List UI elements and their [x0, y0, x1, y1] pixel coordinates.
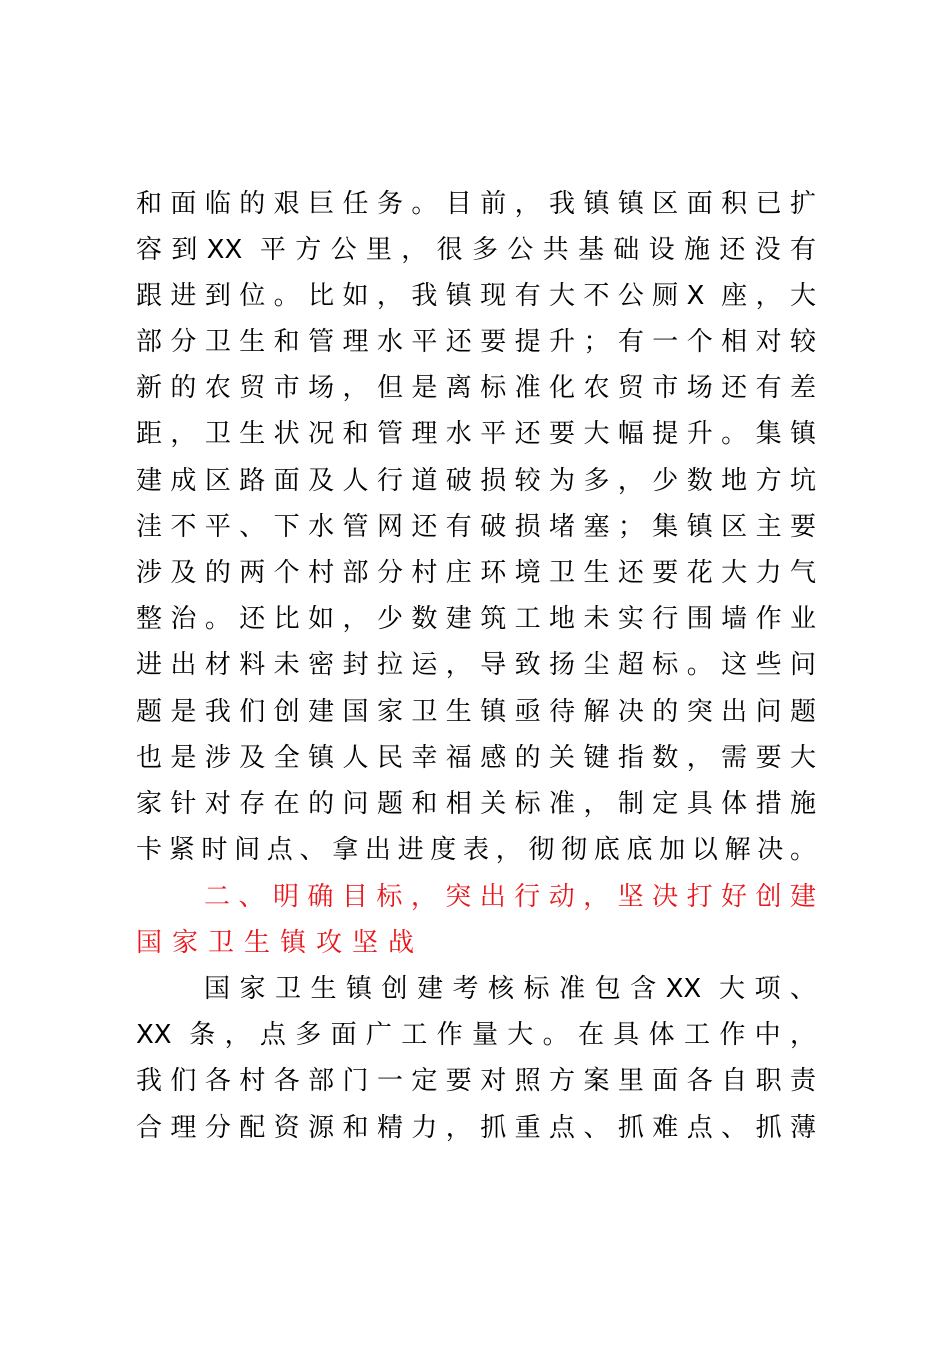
- body-line: 涉及的两个村部分村庄环境卫生还要花大力气: [136, 558, 816, 588]
- body-line: 我们各村各部门一定要对照方案里面各自职责: [136, 1066, 816, 1096]
- body-line: 卡紧时间点、拿出进度表，彻彻底底加以解决。: [136, 835, 816, 865]
- body-line: 容到XX 平方公里，很多公共基础设施还没有: [136, 235, 816, 265]
- body-line: 部分卫生和管理水平还要提升；有一个相对较: [136, 327, 816, 357]
- body-line: 距，卫生状况和管理水平还要大幅提升。集镇: [136, 419, 816, 449]
- body-line: 建成区路面及人行道破损较为多，少数地方坑: [136, 466, 816, 496]
- body-line: 国家卫生镇创建考核标准包含XX 大项、: [204, 974, 816, 1004]
- body-line: 新的农贸市场，但是离标准化农贸市场还有差: [136, 373, 816, 403]
- body-line: 洼不平、下水管网还有破损堵塞；集镇区主要: [136, 512, 816, 542]
- body-line: 也是涉及全镇人民幸福感的关键指数，需要大: [136, 743, 816, 773]
- section-heading-continued: 国家卫生镇攻坚战: [136, 928, 425, 958]
- body-line: XX 条，点多面广工作量大。在具体工作中，: [136, 1020, 816, 1050]
- body-line: 整治。还比如，少数建筑工地未实行围墙作业: [136, 604, 816, 634]
- body-line: 和面临的艰巨任务。目前，我镇镇区面积已扩: [136, 189, 816, 219]
- body-line: 合理分配资源和精力，抓重点、抓难点、抓薄: [136, 1113, 816, 1143]
- body-line: 跟进到位。比如，我镇现有大不公厕X 座，大: [136, 281, 816, 311]
- body-line: 家针对存在的问题和相关标准，制定具体措施: [136, 789, 816, 819]
- body-line: 进出材料未密封拉运，导致扬尘超标。这些问: [136, 650, 816, 680]
- section-heading: 二、明确目标，突出行动，坚决打好创建: [204, 882, 816, 912]
- body-line: 题是我们创建国家卫生镇亟待解决的突出问题: [136, 697, 816, 727]
